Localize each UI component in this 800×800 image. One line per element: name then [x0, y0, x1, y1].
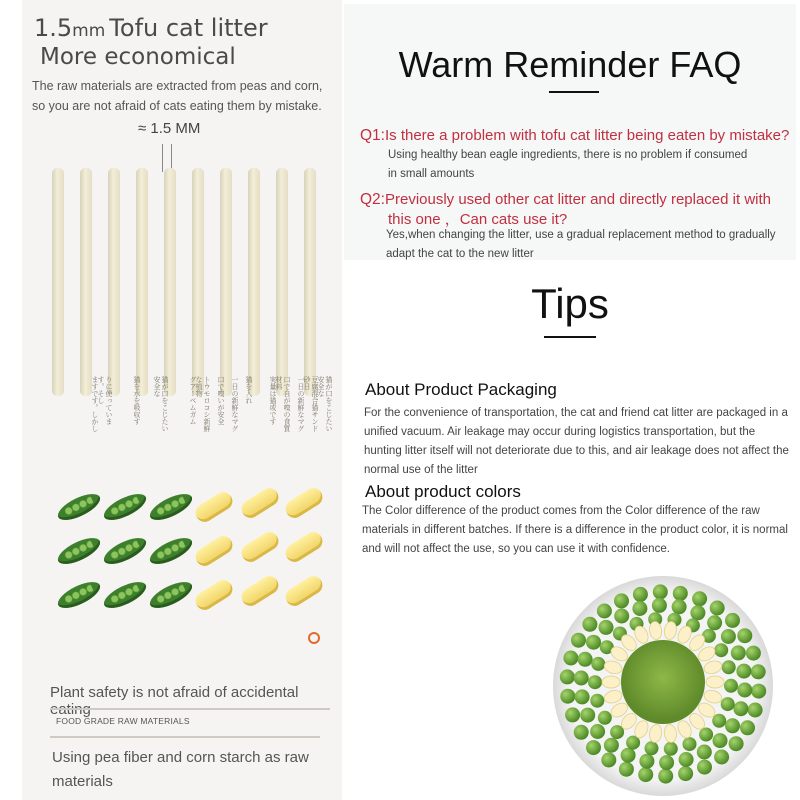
q2-line1: Previously used other cat litter and directly replaced it with	[384, 191, 771, 208]
corn-icon	[282, 485, 325, 521]
pea-shape	[714, 750, 729, 765]
pea-pod-icon	[54, 577, 103, 613]
pea-shape	[751, 664, 766, 679]
japanese-text: りに使っています。そし	[97, 376, 112, 425]
japanese-text: ますです。しかし	[91, 376, 98, 432]
title-size-unit: mm	[72, 21, 106, 41]
litter-stick	[52, 168, 64, 396]
pea-shape	[582, 617, 597, 632]
pea-shape	[722, 660, 736, 674]
japanese-text: 一日の新鮮なマグ	[231, 376, 238, 432]
pea-shape	[597, 604, 612, 619]
pea-pod-icon	[146, 533, 195, 569]
pea-shape	[737, 683, 752, 698]
food-grade-label: FOOD GRADE RAW MATERIALS	[56, 716, 190, 726]
pea-shape	[590, 694, 604, 708]
litter-title	[34, 14, 268, 42]
pea-shape	[672, 599, 687, 614]
pea-shape	[736, 664, 751, 679]
pea-shape	[710, 601, 725, 616]
packaging-heading: About Product Packaging	[365, 380, 557, 399]
pea-shape	[586, 740, 601, 755]
pea-shape	[690, 605, 705, 620]
pea-shape	[721, 629, 736, 644]
pea-shape	[692, 591, 707, 606]
litter-stick	[220, 168, 232, 396]
pea-shape	[673, 586, 688, 601]
pea-powder-shape	[621, 640, 705, 724]
japanese-text: 口で嗅いが安全	[217, 376, 224, 425]
pea-shape	[733, 701, 748, 716]
litter-stick	[108, 168, 120, 396]
faq-question-2	[360, 190, 796, 230]
pea-pod-icon	[54, 489, 103, 525]
pea-shape	[591, 657, 605, 671]
pea-shape	[721, 697, 735, 711]
pea-shape	[621, 748, 636, 763]
pea-shape	[639, 754, 654, 769]
divider	[50, 708, 330, 710]
pea-shape	[619, 762, 634, 777]
pea-shape	[658, 769, 673, 784]
pea-shape	[601, 753, 616, 768]
litter-stick	[80, 168, 92, 396]
japanese-text: 一日の新鮮なマグ	[297, 376, 304, 432]
faq-panel	[344, 4, 796, 260]
pea-shape	[574, 725, 589, 740]
raw-materials-text: Using pea fiber and corn starch as raw materials	[52, 749, 309, 790]
pea-shape	[683, 737, 697, 751]
pea-shape	[713, 733, 728, 748]
title-underline	[549, 91, 599, 93]
pea-shape	[712, 714, 726, 728]
japanese-text: 猫が口をこじたい安全な	[317, 376, 332, 432]
corn-icon	[238, 529, 281, 565]
japanese-text: 猫を水を吸収す	[133, 376, 140, 425]
pea-shape	[748, 703, 763, 718]
tips-title: Tips	[531, 280, 609, 327]
litter-description: The raw materials are extracted from peas and corn, so you are not afraid of cats eating them by mistake.	[32, 79, 323, 113]
corn-kernel-shape	[706, 676, 724, 688]
pea-shape	[614, 593, 629, 608]
pea-shape	[725, 718, 740, 733]
japanese-text: 口で自が嗅の食質材料	[275, 376, 290, 432]
pea-shape	[586, 635, 601, 650]
corn-kernel-shape	[602, 676, 620, 688]
pea-shape	[588, 675, 602, 689]
pea-shape	[578, 652, 593, 667]
faq-question-1	[360, 126, 796, 146]
japanese-text: 豆腐混合猫サンド砂日	[303, 376, 318, 432]
pea-pod-icon	[146, 577, 195, 613]
pea-shape	[653, 584, 668, 599]
pea-shape	[575, 689, 590, 704]
q2-label: Q2:	[360, 191, 385, 208]
japanese-text: グアーベムガム	[189, 376, 196, 425]
pea-shape	[659, 755, 674, 770]
litter-stick	[192, 168, 204, 396]
circle-icon	[308, 632, 320, 644]
litter-stick	[164, 168, 176, 396]
pea-shape	[737, 628, 752, 643]
pea-shape	[632, 601, 647, 616]
japanese-text: 猫を入れ	[245, 376, 252, 404]
title-text: Tofu cat litter	[109, 14, 268, 42]
japanese-text: 猫が口をこじたい安全な	[153, 376, 168, 432]
pea-shape	[729, 736, 744, 751]
pea-pod-icon	[100, 577, 149, 613]
pea-shape	[563, 651, 578, 666]
q1-text: Is there a problem with tofu cat litter being eaten by mistake?	[384, 127, 790, 144]
litter-stick	[136, 168, 148, 396]
litter-stick	[304, 168, 316, 396]
litter-stick	[276, 168, 288, 396]
pea-shape	[664, 742, 678, 756]
litter-stick	[248, 168, 260, 396]
pea-shape	[740, 720, 755, 735]
colors-heading: About product colors	[365, 482, 521, 501]
pea-shape	[638, 767, 653, 782]
pea-pod-icon	[100, 533, 149, 569]
corn-icon	[192, 577, 235, 613]
pea-shape	[697, 745, 712, 760]
pea-shape	[574, 671, 589, 686]
pea-shape	[614, 609, 629, 624]
pea-shape	[645, 741, 659, 755]
pea-shape	[751, 684, 766, 699]
pea-shape	[599, 620, 614, 635]
divider	[50, 736, 320, 738]
pea-shape	[707, 615, 722, 630]
corn-icon	[192, 533, 235, 569]
colors-text: The Color difference of the product comes from the Color difference of the raw materials in different batches. If there is a difference in the product color, it is normal and will not affect the use, so you can use it with confidence.	[362, 505, 788, 555]
pea-shape	[560, 669, 575, 684]
faq-answer-1: Using healthy bean eagle ingredients, there is no problem if consumed in small amounts	[388, 149, 748, 180]
pea-shape	[679, 752, 694, 767]
size-annotation: ≈ 1.5 MM	[138, 120, 201, 137]
faq-title: Warm Reminder FAQ	[398, 44, 742, 85]
title-size-number: 1.5	[34, 14, 73, 42]
corn-icon	[192, 489, 235, 525]
pea-shape	[571, 633, 586, 648]
tips-panel	[344, 262, 796, 558]
q2-line2: this one ，Can cats use it?	[388, 211, 568, 228]
pea-pod-icon	[54, 533, 103, 569]
pea-shape	[724, 679, 738, 693]
corn-icon	[282, 573, 325, 609]
product-feature-panel	[22, 0, 342, 800]
pea-shape	[746, 646, 761, 661]
pea-shape	[580, 708, 595, 723]
pea-shape	[714, 643, 728, 657]
packaging-text: For the convenience of transportation, the cat and friend cat litter are packaged in a unified vacuum. Air leakage may occur during logistics transportation, but the hunting litter itself will not deteriorate due to this, and air leakage does not affect the normal use of the litter	[364, 407, 789, 476]
pea-pod-icon	[100, 489, 149, 525]
pea-shape	[699, 728, 713, 742]
japanese-text: トウモロコシ新鮮な植物	[195, 376, 210, 432]
pea-shape	[590, 724, 605, 739]
pea-shape	[652, 598, 667, 613]
pea-shape	[725, 613, 740, 628]
pea-shape	[565, 707, 580, 722]
japanese-text: 実量は猫或です	[269, 376, 276, 425]
litter-subtitle: More economical	[40, 44, 236, 70]
pea-shape	[633, 587, 648, 602]
pea-shape	[697, 760, 712, 775]
pea-shape	[598, 711, 612, 725]
pea-shape	[560, 689, 575, 704]
pea-shape	[731, 645, 746, 660]
pea-pod-icon	[146, 489, 195, 525]
corn-icon	[282, 529, 325, 565]
faq-answer-2: Yes,when changing the litter, use a gradual replacement method to gradually adapt the cat to the new litter	[386, 229, 776, 260]
title-underline	[544, 336, 596, 338]
ingredient-bowl-image	[548, 574, 778, 798]
pea-shape	[604, 738, 619, 753]
plant-safety-heading: Plant safety is not afraid of accidental	[50, 684, 299, 701]
corn-icon	[238, 573, 281, 609]
litter-sticks-illustration	[52, 168, 332, 432]
pea-shape	[678, 766, 693, 781]
corn-icon	[238, 485, 281, 521]
q1-label: Q1:	[360, 127, 385, 144]
